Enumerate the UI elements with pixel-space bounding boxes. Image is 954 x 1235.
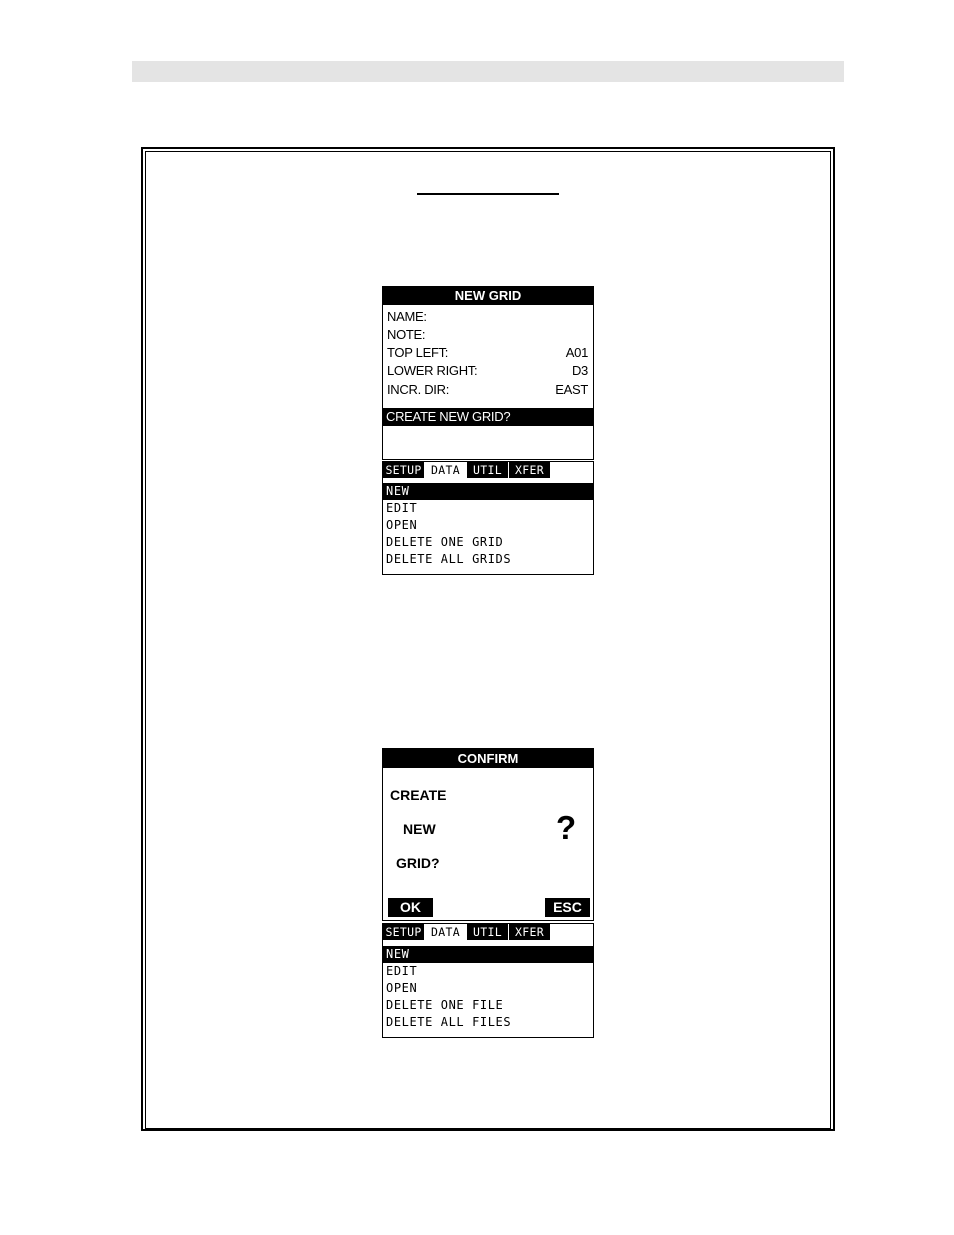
field-incr-dir-row[interactable] <box>387 381 588 399</box>
field-top-left-value: A01 <box>565 345 588 360</box>
tab-setup[interactable]: SETUP <box>383 462 424 478</box>
section-title-underline <box>417 193 559 195</box>
menu-item-edit[interactable]: EDIT <box>386 964 418 978</box>
grid-menu-screen <box>382 461 594 575</box>
new-grid-title: NEW GRID <box>383 287 593 305</box>
menu-item-delete-all-grids[interactable]: DELETE ALL GRIDS <box>386 552 512 566</box>
field-incr-dir-label: INCR. DIR: <box>387 382 450 397</box>
menu-tab-bar <box>383 924 593 941</box>
file-menu-screen <box>382 923 594 1038</box>
tab-util[interactable]: UTIL <box>467 924 508 940</box>
menu-item-delete-one-file[interactable]: DELETE ONE FILE <box>386 998 504 1012</box>
menu-item-new[interactable]: NEW <box>383 946 593 963</box>
field-top-left-label: TOP LEFT: <box>387 345 449 360</box>
field-lower-right-row[interactable] <box>387 362 588 380</box>
tab-data[interactable]: DATA <box>425 462 466 478</box>
new-grid-screen <box>382 286 594 460</box>
menu-item-edit[interactable]: EDIT <box>386 501 418 515</box>
question-mark-icon: ? <box>556 809 577 846</box>
confirm-title: CONFIRM <box>383 749 593 768</box>
tab-setup[interactable]: SETUP <box>383 924 424 940</box>
field-incr-dir-value: EAST <box>555 382 588 397</box>
confirm-word-create: CREATE <box>390 787 447 803</box>
menu-item-new[interactable]: NEW <box>383 483 593 500</box>
create-new-grid-prompt[interactable]: CREATE NEW GRID? <box>383 408 593 426</box>
tab-util[interactable]: UTIL <box>467 462 508 478</box>
menu-item-open[interactable]: OPEN <box>386 518 418 532</box>
field-note-label: NOTE: <box>387 327 426 342</box>
field-name-row[interactable] <box>387 308 588 326</box>
menu-tab-bar <box>383 462 593 479</box>
page-header-bar <box>132 61 844 82</box>
tab-xfer[interactable]: XFER <box>509 924 550 940</box>
confirm-screen <box>382 748 594 921</box>
menu-item-open[interactable]: OPEN <box>386 981 418 995</box>
confirm-word-grid: GRID? <box>396 855 440 871</box>
field-name-label: NAME: <box>387 309 427 324</box>
tab-data[interactable]: DATA <box>425 924 466 940</box>
confirm-word-new: NEW <box>403 821 436 837</box>
field-note-row[interactable] <box>387 326 588 344</box>
field-lower-right-label: LOWER RIGHT: <box>387 363 478 378</box>
tab-xfer[interactable]: XFER <box>509 462 550 478</box>
menu-item-delete-one-grid[interactable]: DELETE ONE GRID <box>386 535 504 549</box>
field-lower-right-value: D3 <box>571 363 588 378</box>
esc-button[interactable]: ESC <box>545 898 590 917</box>
ok-button[interactable]: OK <box>388 898 433 917</box>
menu-item-delete-all-files[interactable]: DELETE ALL FILES <box>386 1015 512 1029</box>
field-top-left-row[interactable] <box>387 344 588 362</box>
